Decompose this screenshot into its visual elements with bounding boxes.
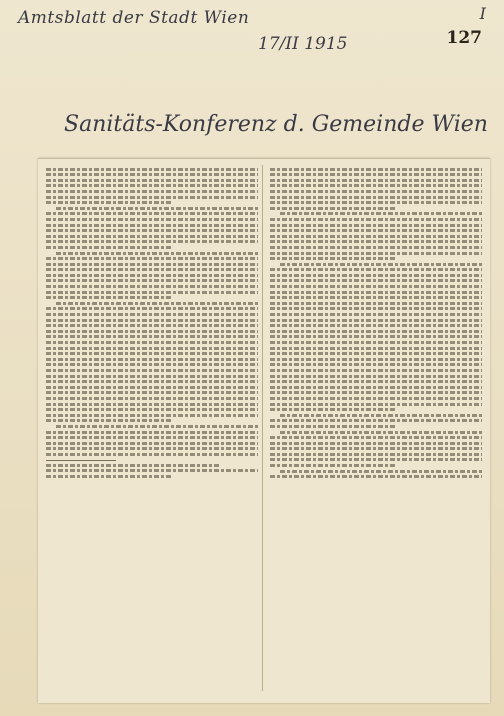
text-line: [46, 218, 258, 221]
text-line: [270, 274, 482, 277]
text-line: [46, 279, 258, 282]
text-line: [270, 347, 482, 350]
text-line: [270, 168, 482, 171]
text-line: [270, 218, 482, 221]
text-line: [46, 453, 258, 456]
text-line: [270, 453, 482, 456]
text-line: [46, 330, 258, 333]
text-line: [270, 201, 482, 204]
text-line: [270, 458, 482, 461]
text-line: [270, 229, 482, 232]
footnote-rule: [46, 460, 116, 461]
handwritten-corner-mark: I: [479, 4, 486, 23]
text-line: [46, 341, 258, 344]
text-line: [46, 201, 173, 204]
text-column-right: [270, 165, 482, 691]
text-line: [46, 274, 258, 277]
text-line: [270, 425, 397, 428]
text-line: [56, 425, 258, 428]
text-line: [270, 173, 482, 176]
text-line: [46, 375, 258, 378]
text-line: [270, 196, 482, 199]
text-line: [270, 291, 482, 294]
text-line: [46, 347, 258, 350]
text-line: [270, 397, 482, 400]
text-line: [46, 190, 258, 193]
text-line: [270, 179, 482, 182]
text-line: [270, 341, 482, 344]
text-line: [46, 307, 258, 310]
text-line: [280, 431, 482, 434]
text-line: [46, 380, 258, 383]
text-line: [46, 363, 258, 366]
text-line: [270, 380, 482, 383]
text-line: [270, 391, 482, 394]
text-line: [46, 173, 258, 176]
text-line: [270, 436, 482, 439]
text-line: [46, 179, 258, 182]
text-line: [270, 408, 397, 411]
text-line: [270, 257, 397, 260]
text-line: [46, 196, 258, 199]
text-line: [46, 414, 258, 417]
text-line: [46, 397, 258, 400]
text-line: [46, 257, 258, 260]
text-line: [46, 235, 258, 238]
text-line: [46, 224, 258, 227]
handwritten-title: Sanitäts-Konferenz d. Gemeinde Wien: [64, 112, 488, 137]
text-line: [46, 246, 173, 249]
text-line: [46, 436, 258, 439]
text-line: [46, 229, 258, 232]
text-line: [270, 252, 482, 255]
handwritten-source-line: Amtsblatt der Stadt Wien: [18, 8, 250, 28]
text-line: [46, 419, 173, 422]
text-line: [270, 240, 482, 243]
text-line: [46, 324, 258, 327]
text-line: [56, 302, 258, 305]
text-line: [46, 212, 258, 215]
text-line: [280, 470, 482, 473]
text-line: [270, 190, 482, 193]
text-line: [270, 324, 482, 327]
text-line: [270, 279, 482, 282]
text-line: [56, 252, 258, 255]
text-line: [46, 469, 258, 472]
text-line: [46, 431, 258, 434]
text-line: [46, 403, 258, 406]
text-line: [270, 369, 482, 372]
text-line: [46, 168, 258, 171]
text-line: [270, 207, 397, 210]
text-line: [46, 352, 258, 355]
page-number: 127: [446, 28, 482, 48]
text-column-left: [46, 165, 258, 691]
text-line: [46, 313, 258, 316]
text-line: [46, 263, 258, 266]
text-line: [270, 307, 482, 310]
newspaper-clipping: [38, 158, 490, 703]
text-line: [270, 285, 482, 288]
text-line: [270, 302, 482, 305]
text-line: [270, 246, 482, 249]
handwritten-date: 17/II 1915: [258, 34, 348, 54]
text-line: [270, 296, 482, 299]
text-line: [270, 419, 482, 422]
text-line: [46, 296, 173, 299]
text-line: [270, 363, 482, 366]
text-line: [280, 212, 482, 215]
text-line: [46, 335, 258, 338]
text-line: [46, 369, 258, 372]
text-line: [270, 386, 482, 389]
text-line: [46, 285, 258, 288]
text-line: [270, 447, 482, 450]
text-line: [270, 475, 482, 478]
text-line: [56, 207, 258, 210]
text-line: [270, 235, 482, 238]
text-line: [270, 375, 482, 378]
text-line: [270, 224, 482, 227]
text-line: [270, 358, 482, 361]
text-line: [270, 335, 482, 338]
text-line: [270, 313, 482, 316]
text-line: [46, 464, 220, 467]
text-line: [270, 442, 482, 445]
text-line: [46, 447, 258, 450]
column-divider: [262, 165, 263, 691]
text-line: [46, 391, 258, 394]
text-line: [280, 263, 482, 266]
text-line: [46, 408, 258, 411]
text-line: [46, 386, 258, 389]
text-line: [270, 268, 482, 271]
text-line: [46, 291, 258, 294]
text-line: [270, 330, 482, 333]
text-line: [46, 240, 258, 243]
text-line: [46, 268, 258, 271]
text-line: [270, 403, 482, 406]
text-line: [46, 442, 258, 445]
text-line: [46, 475, 173, 478]
text-line: [270, 184, 482, 187]
text-line: [46, 184, 258, 187]
text-line: [270, 319, 482, 322]
text-line: [280, 414, 482, 417]
text-line: [46, 358, 258, 361]
text-line: [270, 464, 397, 467]
text-line: [46, 319, 258, 322]
text-line: [270, 352, 482, 355]
